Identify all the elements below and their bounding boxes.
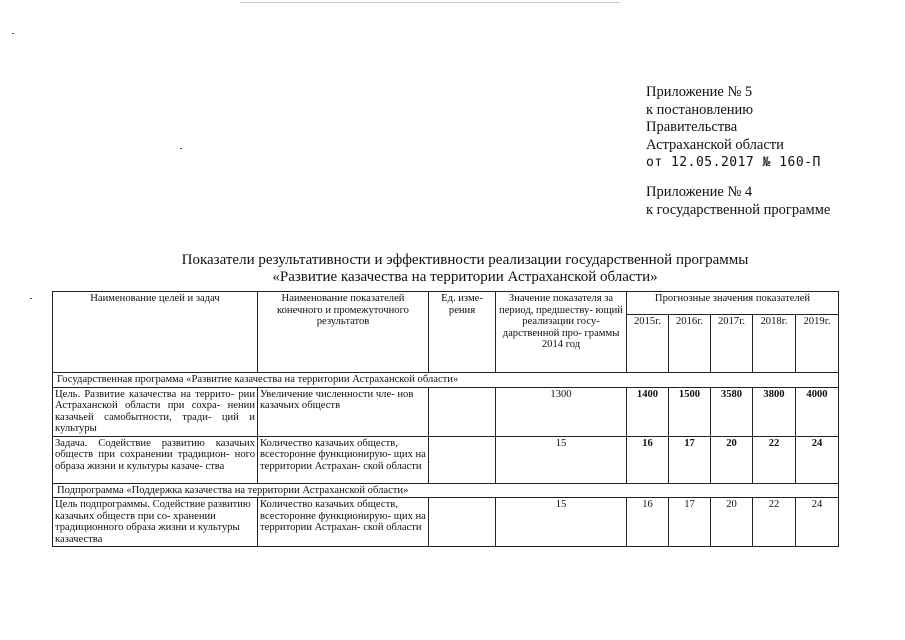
section-row: [53, 373, 839, 388]
table-row: [53, 498, 839, 547]
forecast-cell: 1500: [669, 387, 711, 436]
scan-speck: [180, 148, 182, 149]
unit-cell: [429, 498, 496, 547]
header-year: 2018г.: [753, 315, 796, 373]
table-row: [53, 436, 839, 483]
forecast-cell: 20: [711, 436, 753, 483]
attachment-5-block: [646, 84, 896, 172]
forecast-cell: 17: [669, 436, 711, 483]
forecast-cell: 20: [711, 498, 753, 547]
document-title: [100, 252, 830, 286]
attachment-5-line: к постановлению: [646, 101, 754, 118]
header-year: 2019г.: [796, 315, 839, 373]
header-year: 2017г.: [711, 315, 753, 373]
header-year: 2016г.: [669, 315, 711, 373]
forecast-cell: 3800: [753, 387, 796, 436]
title-line: «Развитие казачества на территории Астраханской области»: [272, 269, 658, 285]
goal-cell: Цель подпрограммы. Содействие развитию казачьих обществ при со- хранении традиционного образа жизни и культуры казачества: [53, 498, 258, 547]
decree-date-number: от 12.05.2017 № 160-П: [646, 155, 821, 170]
section-title: Подпрограмма «Поддержка казачества на территории Астраханской области»: [53, 483, 839, 498]
scan-border-line: [240, 2, 620, 3]
base-value-cell: 1300: [496, 387, 627, 436]
unit-cell: [429, 387, 496, 436]
indicator-cell: Количество казачьих обществ, всесторонне функционирую- щих на территории Астрахан- ской области: [258, 498, 429, 547]
forecast-cell: 16: [627, 498, 669, 547]
table-header-row: [53, 292, 839, 315]
header-base-value: Значение показателя за период, предшеству- ющий реализации госу- дарственной про- граммы 2014 год: [496, 292, 627, 373]
header-goals: Наименование целей и задач: [53, 292, 258, 373]
forecast-cell: 22: [753, 498, 796, 547]
indicator-cell: Количество казачьих обществ, всесторонне функционирую- щих на территории Астрахан- ской области: [258, 436, 429, 483]
goal-cell: Цель. Развитие казачества на террито- рии Астраханской области при сохра- нении казачьей самобытности, тради- ций и культуры: [53, 387, 258, 436]
base-value-cell: 15: [496, 436, 627, 483]
scan-speck: [30, 298, 32, 299]
section-title: Государственная программа «Развитие казачества на территории Астраханской области»: [53, 373, 839, 388]
attachment-5-line: Правительства: [646, 119, 738, 135]
forecast-cell: 16: [627, 436, 669, 483]
base-value-cell: 15: [496, 498, 627, 547]
section-row: [53, 483, 839, 498]
header-year: 2015г.: [627, 315, 669, 373]
forecast-cell: 24: [796, 436, 839, 483]
indicators-table: [52, 291, 839, 547]
attachment-4-line: Приложение № 4: [646, 184, 753, 200]
forecast-cell: 24: [796, 498, 839, 547]
unit-cell: [429, 436, 496, 483]
table-row: [53, 387, 839, 436]
forecast-cell: 22: [753, 436, 796, 483]
attachment-5-line: Приложение № 5: [646, 84, 753, 100]
title-line: Показатели результативности и эффективности реализации государственной программы: [181, 252, 749, 268]
forecast-cell: 4000: [796, 387, 839, 436]
indicator-cell: Увеличение численности чле- нов казачьих обществ: [258, 387, 429, 436]
header-unit: Ед. изме- рения: [429, 292, 496, 373]
goal-cell: Задача. Содействие развитию казачьих обществ при сохранении традицион- ного образа жизни и культуры казаче- ства: [53, 436, 258, 483]
forecast-cell: 3580: [711, 387, 753, 436]
forecast-cell: 17: [669, 498, 711, 547]
forecast-cell: 1400: [627, 387, 669, 436]
attachment-4-line: к государственной программе: [646, 201, 831, 218]
header-indicators: Наименование показателей конечного и промежуточного результатов: [258, 292, 429, 373]
scan-speck: [12, 33, 14, 34]
attachment-4-block: [646, 184, 896, 219]
attachment-5-line: Астраханской области: [646, 136, 784, 153]
header-forecast: Прогнозные значения показателей: [627, 292, 839, 315]
